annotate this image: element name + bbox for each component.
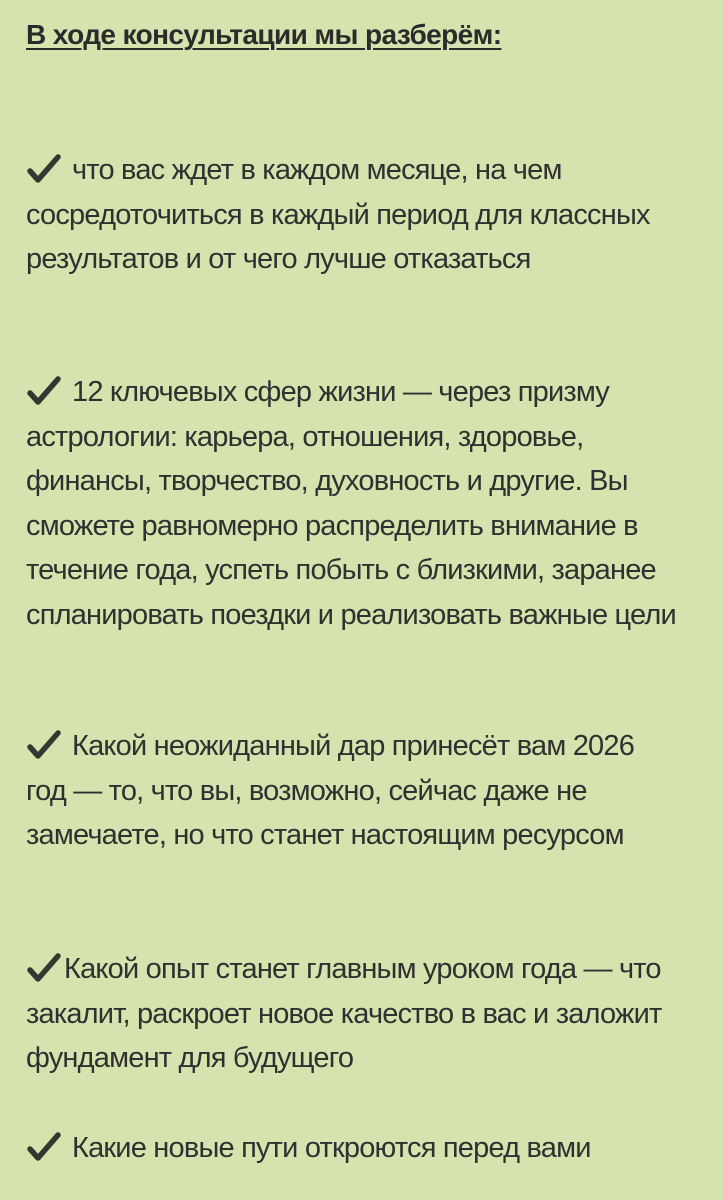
checkmark-icon [26,154,62,184]
checkmark-icon [26,953,62,983]
list-item [26,947,691,1081]
list-item-text: 12 ключевых сфер жизни — через призму астрологии: карьера, отношения, здоровье, финансы, творчество, духовность и другие. Вы сможете равномерно распределить внимание в течение года, успеть побыть с близкими, заранее спланировать поездки и реализовать важные цели [26,376,676,631]
list-item [26,1126,706,1171]
list-item [26,370,706,637]
list-item [26,148,686,282]
section-heading: В ходе консультации мы разберём: [26,19,502,50]
checkmark-icon [26,376,62,406]
checkmark-icon [26,730,62,760]
list-item-text: Какой опыт станет главным уроком года — что закалит, раскроет новое качество в вас и заложит фундамент для будущего [26,953,662,1074]
list-item-text: что вас ждет в каждом месяце, на чем сосредоточиться в каждый период для классных результатов и от чего лучше отказаться [26,154,650,275]
list-item [26,724,676,858]
checkmark-icon [26,1132,62,1162]
list-item-text: Какой неожиданный дар принесёт вам 2026 год — то, что вы, возможно, сейчас даже не замечаете, но что станет настоящим ресурсом [26,730,635,851]
list-item-text: Какие новые пути откроются перед вами [72,1132,591,1164]
